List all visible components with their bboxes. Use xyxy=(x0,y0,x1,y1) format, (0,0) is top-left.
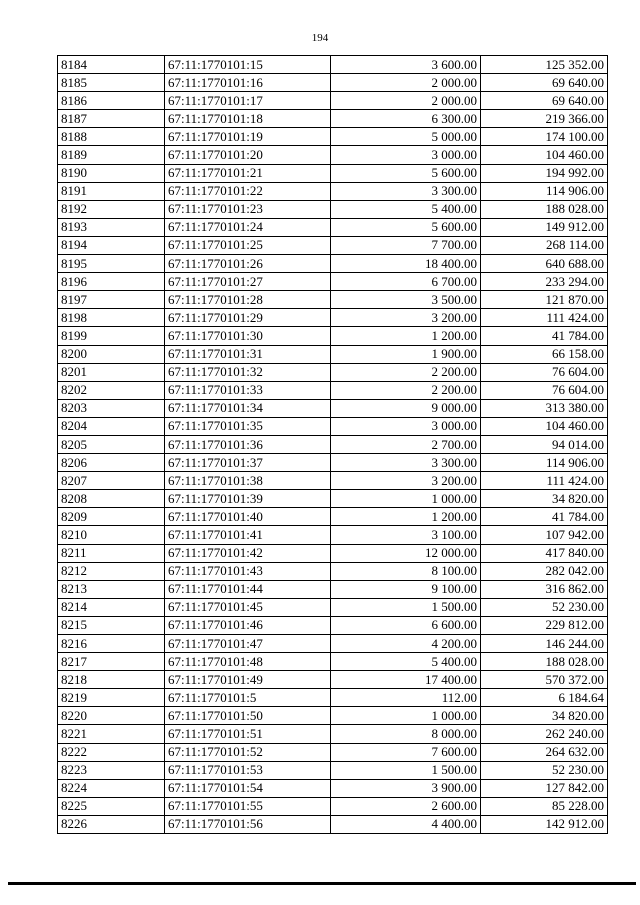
cadastral-number-cell: 67:11:1770101:37 xyxy=(165,454,331,472)
land-parcel-table xyxy=(57,55,608,834)
area-cell: 3 500.00 xyxy=(331,291,481,309)
value-cell: 194 992.00 xyxy=(481,164,608,182)
area-cell: 6 600.00 xyxy=(331,616,481,634)
row-number-cell: 8223 xyxy=(58,761,165,779)
table-row xyxy=(58,580,608,598)
area-cell: 9 100.00 xyxy=(331,580,481,598)
cadastral-number-cell: 67:11:1770101:48 xyxy=(165,653,331,671)
row-number-cell: 8204 xyxy=(58,417,165,435)
value-cell: 174 100.00 xyxy=(481,128,608,146)
value-cell: 121 870.00 xyxy=(481,291,608,309)
table-row xyxy=(58,92,608,110)
table-row xyxy=(58,725,608,743)
value-cell: 69 640.00 xyxy=(481,92,608,110)
cadastral-number-cell: 67:11:1770101:40 xyxy=(165,508,331,526)
area-cell: 4 200.00 xyxy=(331,635,481,653)
table-row xyxy=(58,815,608,833)
value-cell: 219 366.00 xyxy=(481,110,608,128)
cadastral-number-cell: 67:11:1770101:44 xyxy=(165,580,331,598)
area-cell: 2 200.00 xyxy=(331,363,481,381)
value-cell: 268 114.00 xyxy=(481,236,608,254)
cadastral-number-cell: 67:11:1770101:22 xyxy=(165,182,331,200)
row-number-cell: 8225 xyxy=(58,797,165,815)
cadastral-number-cell: 67:11:1770101:29 xyxy=(165,309,331,327)
cadastral-number-cell: 67:11:1770101:43 xyxy=(165,562,331,580)
table-row xyxy=(58,110,608,128)
row-number-cell: 8214 xyxy=(58,598,165,616)
area-cell: 3 600.00 xyxy=(331,56,481,74)
value-cell: 85 228.00 xyxy=(481,797,608,815)
cadastral-number-cell: 67:11:1770101:38 xyxy=(165,472,331,490)
area-cell: 2 000.00 xyxy=(331,74,481,92)
value-cell: 316 862.00 xyxy=(481,580,608,598)
table-row xyxy=(58,399,608,417)
area-cell: 8 000.00 xyxy=(331,725,481,743)
cadastral-number-cell: 67:11:1770101:24 xyxy=(165,218,331,236)
area-cell: 17 400.00 xyxy=(331,671,481,689)
cadastral-number-cell: 67:11:1770101:35 xyxy=(165,417,331,435)
table-row xyxy=(58,779,608,797)
table-row xyxy=(58,689,608,707)
row-number-cell: 8212 xyxy=(58,562,165,580)
cadastral-number-cell: 67:11:1770101:42 xyxy=(165,544,331,562)
row-number-cell: 8198 xyxy=(58,309,165,327)
cadastral-number-cell: 67:11:1770101:50 xyxy=(165,707,331,725)
table-row xyxy=(58,490,608,508)
value-cell: 188 028.00 xyxy=(481,200,608,218)
cadastral-number-cell: 67:11:1770101:16 xyxy=(165,74,331,92)
area-cell: 1 200.00 xyxy=(331,327,481,345)
cadastral-number-cell: 67:11:1770101:36 xyxy=(165,435,331,453)
value-cell: 6 184.64 xyxy=(481,689,608,707)
row-number-cell: 8184 xyxy=(58,56,165,74)
cadastral-number-cell: 67:11:1770101:41 xyxy=(165,526,331,544)
table-row xyxy=(58,472,608,490)
area-cell: 8 100.00 xyxy=(331,562,481,580)
row-number-cell: 8206 xyxy=(58,454,165,472)
row-number-cell: 8189 xyxy=(58,146,165,164)
row-number-cell: 8216 xyxy=(58,635,165,653)
area-cell: 3 100.00 xyxy=(331,526,481,544)
area-cell: 3 300.00 xyxy=(331,182,481,200)
table-row xyxy=(58,291,608,309)
area-cell: 5 000.00 xyxy=(331,128,481,146)
area-cell: 5 600.00 xyxy=(331,218,481,236)
row-number-cell: 8220 xyxy=(58,707,165,725)
table-row xyxy=(58,128,608,146)
row-number-cell: 8193 xyxy=(58,218,165,236)
row-number-cell: 8202 xyxy=(58,381,165,399)
area-cell: 4 400.00 xyxy=(331,815,481,833)
value-cell: 114 906.00 xyxy=(481,454,608,472)
row-number-cell: 8221 xyxy=(58,725,165,743)
area-cell: 5 600.00 xyxy=(331,164,481,182)
value-cell: 233 294.00 xyxy=(481,273,608,291)
cadastral-number-cell: 67:11:1770101:23 xyxy=(165,200,331,218)
cadastral-number-cell: 67:11:1770101:46 xyxy=(165,616,331,634)
row-number-cell: 8211 xyxy=(58,544,165,562)
value-cell: 111 424.00 xyxy=(481,309,608,327)
area-cell: 6 700.00 xyxy=(331,273,481,291)
page-number: 194 xyxy=(311,32,329,44)
cadastral-number-cell: 67:11:1770101:17 xyxy=(165,92,331,110)
cadastral-number-cell: 67:11:1770101:15 xyxy=(165,56,331,74)
area-cell: 2 200.00 xyxy=(331,381,481,399)
row-number-cell: 8194 xyxy=(58,236,165,254)
table-row xyxy=(58,797,608,815)
table-row xyxy=(58,56,608,74)
row-number-cell: 8197 xyxy=(58,291,165,309)
row-number-cell: 8218 xyxy=(58,671,165,689)
row-number-cell: 8192 xyxy=(58,200,165,218)
area-cell: 2 600.00 xyxy=(331,797,481,815)
value-cell: 127 842.00 xyxy=(481,779,608,797)
cadastral-number-cell: 67:11:1770101:27 xyxy=(165,273,331,291)
row-number-cell: 8210 xyxy=(58,526,165,544)
area-cell: 3 000.00 xyxy=(331,417,481,435)
table-row xyxy=(58,562,608,580)
value-cell: 146 244.00 xyxy=(481,635,608,653)
value-cell: 34 820.00 xyxy=(481,490,608,508)
area-cell: 9 000.00 xyxy=(331,399,481,417)
cadastral-number-cell: 67:11:1770101:56 xyxy=(165,815,331,833)
area-cell: 1 900.00 xyxy=(331,345,481,363)
value-cell: 282 042.00 xyxy=(481,562,608,580)
table-row xyxy=(58,616,608,634)
area-cell: 1 500.00 xyxy=(331,598,481,616)
value-cell: 104 460.00 xyxy=(481,146,608,164)
area-cell: 2 700.00 xyxy=(331,435,481,453)
cadastral-number-cell: 67:11:1770101:5 xyxy=(165,689,331,707)
table-body xyxy=(58,56,608,834)
cadastral-number-cell: 67:11:1770101:26 xyxy=(165,255,331,273)
area-cell: 18 400.00 xyxy=(331,255,481,273)
table-row xyxy=(58,417,608,435)
table-row xyxy=(58,345,608,363)
area-cell: 1 000.00 xyxy=(331,707,481,725)
value-cell: 570 372.00 xyxy=(481,671,608,689)
table-row xyxy=(58,200,608,218)
value-cell: 188 028.00 xyxy=(481,653,608,671)
value-cell: 111 424.00 xyxy=(481,472,608,490)
table-row xyxy=(58,182,608,200)
table-row xyxy=(58,653,608,671)
cadastral-number-cell: 67:11:1770101:47 xyxy=(165,635,331,653)
table-row xyxy=(58,255,608,273)
value-cell: 41 784.00 xyxy=(481,327,608,345)
cadastral-number-cell: 67:11:1770101:49 xyxy=(165,671,331,689)
cadastral-number-cell: 67:11:1770101:52 xyxy=(165,743,331,761)
area-cell: 2 000.00 xyxy=(331,92,481,110)
cadastral-number-cell: 67:11:1770101:39 xyxy=(165,490,331,508)
table-row xyxy=(58,327,608,345)
area-cell: 6 300.00 xyxy=(331,110,481,128)
area-cell: 1 000.00 xyxy=(331,490,481,508)
row-number-cell: 8190 xyxy=(58,164,165,182)
value-cell: 114 906.00 xyxy=(481,182,608,200)
row-number-cell: 8188 xyxy=(58,128,165,146)
value-cell: 104 460.00 xyxy=(481,417,608,435)
value-cell: 69 640.00 xyxy=(481,74,608,92)
value-cell: 76 604.00 xyxy=(481,381,608,399)
table-row xyxy=(58,164,608,182)
cadastral-number-cell: 67:11:1770101:30 xyxy=(165,327,331,345)
value-cell: 313 380.00 xyxy=(481,399,608,417)
area-cell: 1 500.00 xyxy=(331,761,481,779)
table-row xyxy=(58,435,608,453)
cadastral-number-cell: 67:11:1770101:25 xyxy=(165,236,331,254)
value-cell: 262 240.00 xyxy=(481,725,608,743)
table-row xyxy=(58,598,608,616)
value-cell: 76 604.00 xyxy=(481,363,608,381)
row-number-cell: 8203 xyxy=(58,399,165,417)
cadastral-number-cell: 67:11:1770101:45 xyxy=(165,598,331,616)
row-number-cell: 8213 xyxy=(58,580,165,598)
table-row xyxy=(58,454,608,472)
value-cell: 52 230.00 xyxy=(481,761,608,779)
row-number-cell: 8217 xyxy=(58,653,165,671)
row-number-cell: 8187 xyxy=(58,110,165,128)
area-cell: 5 400.00 xyxy=(331,200,481,218)
cadastral-number-cell: 67:11:1770101:51 xyxy=(165,725,331,743)
table-row xyxy=(58,273,608,291)
footer-rule xyxy=(8,882,636,885)
row-number-cell: 8209 xyxy=(58,508,165,526)
table-row xyxy=(58,635,608,653)
row-number-cell: 8191 xyxy=(58,182,165,200)
row-number-cell: 8226 xyxy=(58,815,165,833)
value-cell: 41 784.00 xyxy=(481,508,608,526)
row-number-cell: 8195 xyxy=(58,255,165,273)
row-number-cell: 8208 xyxy=(58,490,165,508)
value-cell: 640 688.00 xyxy=(481,255,608,273)
cadastral-number-cell: 67:11:1770101:32 xyxy=(165,363,331,381)
row-number-cell: 8215 xyxy=(58,616,165,634)
area-cell: 5 400.00 xyxy=(331,653,481,671)
table-row xyxy=(58,363,608,381)
area-cell: 112.00 xyxy=(331,689,481,707)
cadastral-number-cell: 67:11:1770101:55 xyxy=(165,797,331,815)
area-cell: 3 300.00 xyxy=(331,454,481,472)
value-cell: 107 942.00 xyxy=(481,526,608,544)
row-number-cell: 8222 xyxy=(58,743,165,761)
value-cell: 34 820.00 xyxy=(481,707,608,725)
table-row xyxy=(58,743,608,761)
cadastral-number-cell: 67:11:1770101:34 xyxy=(165,399,331,417)
table-row xyxy=(58,526,608,544)
table-row xyxy=(58,508,608,526)
table-row xyxy=(58,146,608,164)
table-row xyxy=(58,707,608,725)
cadastral-number-cell: 67:11:1770101:28 xyxy=(165,291,331,309)
row-number-cell: 8224 xyxy=(58,779,165,797)
table-row xyxy=(58,544,608,562)
area-cell: 3 200.00 xyxy=(331,472,481,490)
table-row xyxy=(58,218,608,236)
cadastral-number-cell: 67:11:1770101:20 xyxy=(165,146,331,164)
area-cell: 7 600.00 xyxy=(331,743,481,761)
row-number-cell: 8196 xyxy=(58,273,165,291)
area-cell: 3 900.00 xyxy=(331,779,481,797)
table-row xyxy=(58,309,608,327)
cadastral-number-cell: 67:11:1770101:33 xyxy=(165,381,331,399)
value-cell: 149 912.00 xyxy=(481,218,608,236)
area-cell: 7 700.00 xyxy=(331,236,481,254)
value-cell: 264 632.00 xyxy=(481,743,608,761)
row-number-cell: 8205 xyxy=(58,435,165,453)
value-cell: 66 158.00 xyxy=(481,345,608,363)
row-number-cell: 8207 xyxy=(58,472,165,490)
table-row xyxy=(58,236,608,254)
area-cell: 3 000.00 xyxy=(331,146,481,164)
table-row xyxy=(58,381,608,399)
value-cell: 125 352.00 xyxy=(481,56,608,74)
row-number-cell: 8201 xyxy=(58,363,165,381)
value-cell: 229 812.00 xyxy=(481,616,608,634)
cadastral-number-cell: 67:11:1770101:54 xyxy=(165,779,331,797)
cadastral-number-cell: 67:11:1770101:53 xyxy=(165,761,331,779)
row-number-cell: 8199 xyxy=(58,327,165,345)
value-cell: 417 840.00 xyxy=(481,544,608,562)
cadastral-number-cell: 67:11:1770101:31 xyxy=(165,345,331,363)
area-cell: 3 200.00 xyxy=(331,309,481,327)
value-cell: 142 912.00 xyxy=(481,815,608,833)
area-cell: 1 200.00 xyxy=(331,508,481,526)
value-cell: 52 230.00 xyxy=(481,598,608,616)
table-row xyxy=(58,671,608,689)
row-number-cell: 8185 xyxy=(58,74,165,92)
row-number-cell: 8200 xyxy=(58,345,165,363)
cadastral-number-cell: 67:11:1770101:21 xyxy=(165,164,331,182)
area-cell: 12 000.00 xyxy=(331,544,481,562)
table-row xyxy=(58,761,608,779)
table-row xyxy=(58,74,608,92)
cadastral-number-cell: 67:11:1770101:18 xyxy=(165,110,331,128)
cadastral-number-cell: 67:11:1770101:19 xyxy=(165,128,331,146)
row-number-cell: 8219 xyxy=(58,689,165,707)
value-cell: 94 014.00 xyxy=(481,435,608,453)
row-number-cell: 8186 xyxy=(58,92,165,110)
